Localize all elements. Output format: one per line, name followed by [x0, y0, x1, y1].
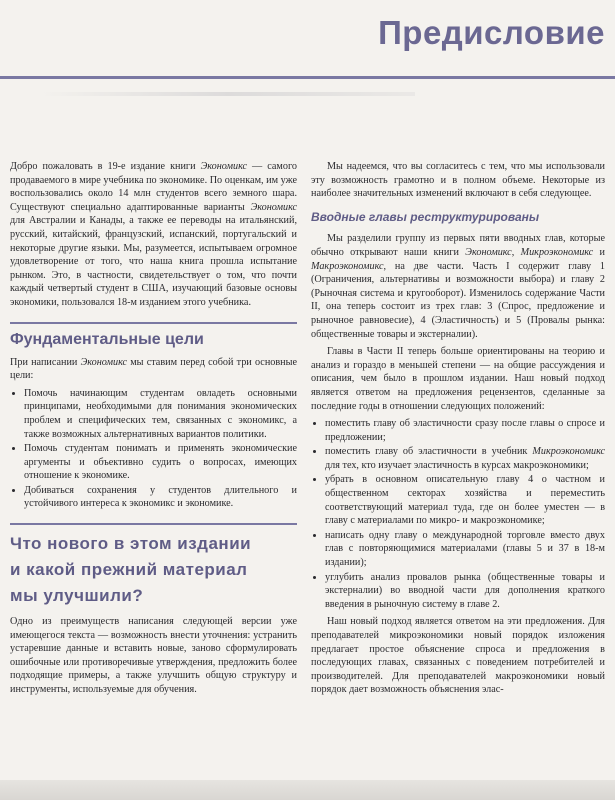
list-item: • углубить анализ провалов рынка (общественные товары и экстерналии) во вводной части для дополнения краткого введения в рыночную систему в главе 2. [325, 571, 605, 612]
heading-line: и какой прежний материал [10, 560, 248, 580]
goals-intro: При написании Экономикс мы ставим перед собой три основные цели: [10, 356, 297, 382]
book-title: Микроэкономикс [532, 446, 605, 458]
list-item: • убрать в основном описательную главу 4 о частном и общественном секторах хозяйства и переместить соответствующий материал туда, где он более уместен — в главу с материалами по микро- и макроэкономике; [325, 473, 605, 527]
book-title: Экономикс [200, 161, 247, 172]
part-two-paragraph: Главы в Части II теперь больше ориентированы на теорию и анализ и гораздо в меньшей степени — на общие рассуждения и описания, чем было в прошлом издании. Наш новый подход является ответом на предложения рецензентов, сделанные за последние годы в отношении следующих положений: [311, 346, 605, 412]
heading-line: Что нового в этом издании [10, 534, 252, 554]
faded-line [40, 92, 415, 96]
book-title: Экономикс [465, 246, 512, 258]
heading-line: мы улучшили? [10, 586, 144, 606]
intro-chapters-heading: Вводные главы реструктурированы [311, 209, 540, 224]
list-item: • Добиваться сохранения у студентов длительного и устойчивого интереса к экономикс и экономике. [24, 484, 297, 511]
intro-paragraph: Добро пожаловать в 19-е издание книги Экономикс — самого продаваемого в мире учебника по экономике. По оценкам, им уже воспользовались около 14 млн студентов всего земного шара. Существуют специально адаптированные варианты Экономикс для Австралии и Канады, а также ее переводы на итальянский, русский, китайский, французский, испанский, португальский и некоторые другие языки. Мы, разумеется, испытываем огромное удовлетворение от того, что наша книга прошла испытание рынком. Это, в частности, свидетельствует о том, что почти каждый четвертый студент в США, изучающий базовые основы экономики, пользовался 18-м изданием этого учебника. [10, 161, 297, 308]
left-column [10, 160, 297, 701]
list-item: • Помочь студентам понимать и применять экономические аргументы и объективно судить о вопросах, имеющих отношение к экономике. [24, 442, 297, 483]
proposals-list [311, 417, 605, 611]
whats-new-paragraph: Одно из преимуществ написания следующей версии уже имеющегося текста — возможность внести уточнения: устранить устаревшие данные и вставить новые, заново сформулировать ошибочные или противоречивые утверждения, предложить более подходящие примеры, а также улучшить общую структуру и инструменты, используемые для обучения. [10, 616, 297, 696]
right-column [311, 160, 605, 701]
restructure-paragraph: Мы разделили группу из первых пяти вводных глав, которые обычно открывают наши книги Экономикс, Микроэкономикс и Макроэкономикс, на две части. Часть I содержит главу 1 (Ограничения, альтернативы и возможности выбора) и главу 2 (Рыночная система и кругооборот). Изменилось содержание Части II, она теперь состоит из трех глав: 3 (Спрос, предложение и рыночное равновесие), 4 (Эластичность) и 5 (Провалы рынка: общественные товары и экстерналии). [311, 233, 606, 340]
book-title: Макроэкономикс [311, 260, 384, 272]
goals-heading: Фундаментальные цели [10, 322, 297, 350]
book-title: Экономикс [250, 201, 297, 213]
whats-new-heading [10, 523, 297, 609]
list-item: • Помочь начинающим студентам овладеть основными принципами, необходимыми для понимания экономических проблем и специфических тем, связанных с экономикс, а также возможных альтернативных вариантов политики. [24, 387, 297, 441]
hope-paragraph: Мы надеемся, что вы согласитесь с тем, что мы использовали эту возможность грамотно и в полном объеме. Некоторые из наиболее значительных изменений включают в себя следующее. [311, 161, 605, 200]
list-item: • поместить главу об эластичности сразу после главы о спросе и предложении; [325, 417, 605, 444]
goals-list [10, 387, 297, 511]
book-title: Микроэкономикс [520, 246, 594, 258]
new-approach-paragraph: Наш новый подход является ответом на эти предложения. Для преподавателей микроэкономики новый порядок изложения предлагает простое объяснение спроса и предложения в последующих главах, связанных с поведением потребителей и производителей. Для преподавателей макроэкономики новый порядок дает возможность объяснения элас- [311, 616, 605, 696]
title-rule [0, 76, 615, 79]
list-item: • написать одну главу о международной торговле вместо двух глав с повторяющимися материалами (главы 5 и 37 в 18-м издании); [325, 529, 605, 570]
page-title: Предисловие [378, 14, 605, 51]
page-bottom-edge [0, 780, 615, 800]
book-title: Экономикс [80, 356, 127, 368]
list-item: • поместить главу об эластичности в учебник Микроэкономикс для тех, кто изучает эластичность в курсах макроэкономики; [325, 445, 605, 472]
